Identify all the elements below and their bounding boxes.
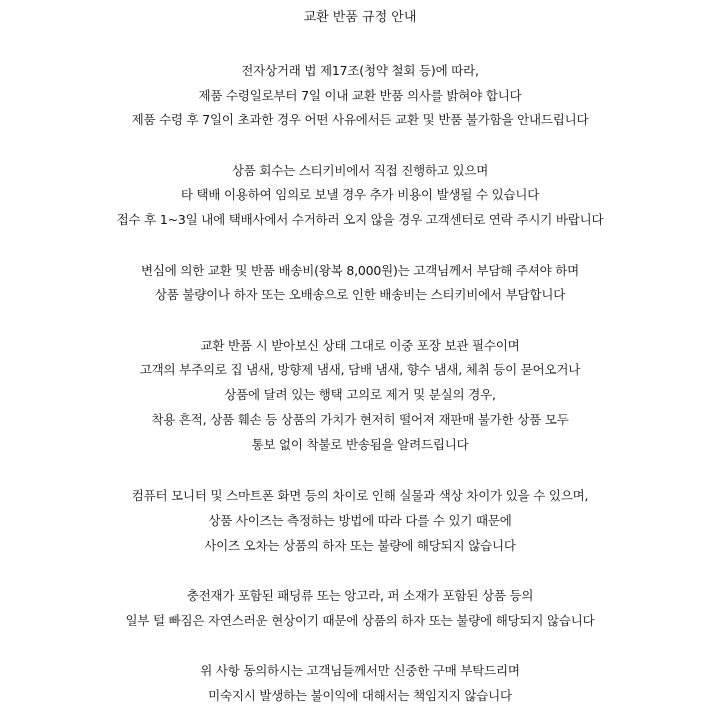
policy-line: 변심에 의한 교환 및 반품 배송비(왕복 8,000원)는 고객님께서 부담해 주셔야 하며	[140, 263, 580, 278]
policy-line: 컴퓨터 모니터 및 스마트폰 화면 등의 차이로 인해 실물과 색상 차이가 있을 수 있으며,	[131, 488, 589, 503]
policy-line: 일부 털 빠짐은 자연스러운 현상이기 때문에 상품의 하자 또는 불량에 해당되지 않습니다	[125, 613, 595, 628]
policy-line: 교환 반품 시 받아보신 상태 그대로 이중 포장 보관 필수이며	[200, 338, 520, 353]
policy-line: 사이즈 오차는 상품의 하자 또는 불량에 해당되지 않습니다	[204, 538, 516, 553]
policy-line: 제품 수령 후 7일이 초과한 경우 어떤 사유에서든 교환 및 반품 불가함을 안내드립니다	[131, 112, 589, 127]
policy-line: 위 사항 동의하시는 고객님들께서만 신중한 구매 부탁드리며	[200, 663, 520, 678]
policy-line: 미숙지시 발생하는 불이익에 대해서는 책임지지 않습니다	[208, 688, 512, 703]
policy-line: 상품 회수는 스티키비에서 직접 진행하고 있으며	[231, 163, 489, 178]
policy-line: 고객의 부주의로 집 냄새, 방향제 냄새, 담배 냄새, 향수 냄새, 체취 등이 묻어오거나	[139, 362, 581, 377]
notice-title: 교환 반품 규정 안내	[303, 10, 417, 25]
policy-line: 착용 흔적, 상품 훼손 등 상품의 가치가 현저히 떨어져 재판매 불가한 상품 모두	[151, 412, 569, 427]
policy-line: 통보 없이 착불로 반송됨을 알려드립니다	[251, 437, 469, 452]
policy-line: 상품 사이즈는 측정하는 방법에 따라 다를 수 있기 때문에	[208, 513, 512, 528]
policy-line: 상품에 달려 있는 행택 고의로 제거 및 분실의 경우,	[224, 387, 496, 402]
policy-line: 접수 후 1~3일 내에 택배사에서 수거하러 오지 않을 경우 고객센터로 연락 주시기 바랍니다	[116, 212, 604, 227]
policy-line: 충전재가 포함된 패딩류 또는 앙고라, 퍼 소재가 포함된 상품 등의	[186, 588, 534, 603]
policy-line: 타 택배 이용하여 임의로 보낼 경우 추가 비용이 발생될 수 있습니다	[180, 187, 540, 202]
policy-line: 상품 불량이나 하자 또는 오배송으로 인한 배송비는 스티키비에서 부담합니다	[154, 287, 566, 302]
policy-line: 제품 수령일로부터 7일 이내 교환 반품 의사를 밝혀야 합니다	[198, 88, 522, 103]
policy-line: 전자상거래 법 제17조(청약 철회 등)에 따라,	[241, 63, 479, 78]
